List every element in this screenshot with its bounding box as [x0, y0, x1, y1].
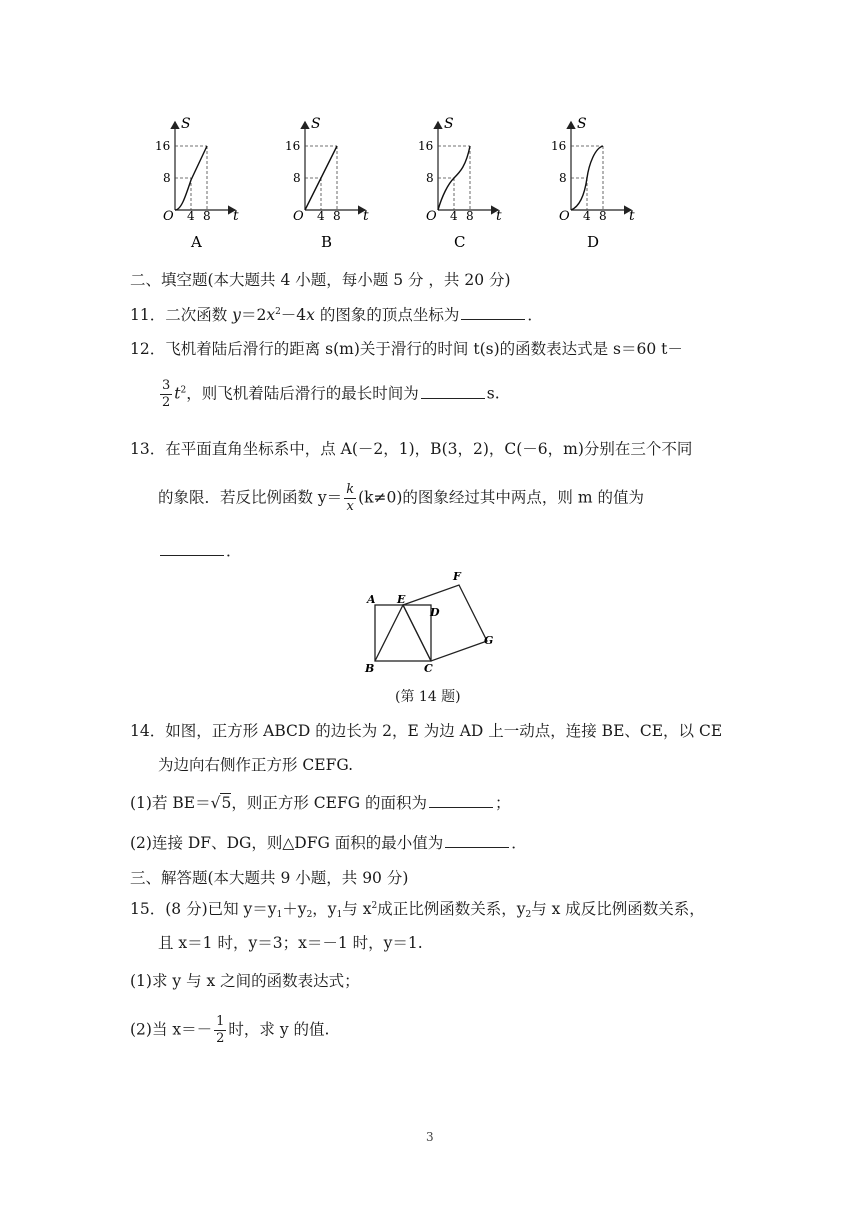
origin-label: O	[559, 209, 570, 224]
question-15-part-1: (1)求 y 与 x 之间的函数表达式；	[130, 972, 360, 990]
formula: y	[232, 306, 241, 324]
question-14-part-1: (1)若 BE＝√5，则正方形 CEFG 的面积为 ；	[130, 794, 511, 812]
question-text: ＋y	[282, 900, 307, 918]
question-text: 成正比例函数关系，y	[377, 900, 526, 918]
y-axis-label: S	[577, 116, 587, 132]
figure-label-B: B	[365, 662, 375, 675]
question-text: 的象限．若反比例函数 y＝	[158, 488, 343, 507]
y-tick-label: 16	[285, 139, 301, 153]
option-label: D	[587, 233, 600, 251]
x-tick-label: 8	[203, 209, 211, 223]
page-number: 3	[426, 1130, 434, 1144]
question-number: 12．	[130, 340, 166, 358]
y-tick-label: 8	[559, 171, 567, 185]
question-text: (k≠0)的图象经过其中两点，则 m 的值为	[358, 488, 644, 507]
option-label: A	[191, 233, 202, 251]
question-13-line-1	[130, 438, 692, 460]
question-text: ，则飞机着陆后滑行的最长时间为	[186, 384, 419, 403]
question-15-line-1: 15．(8 分)已知 $y=y_1+y_2$，$y_1$与 $x^2$成正比例函数关系，$y_2$与 x 成反比例函数关系，	[130, 900, 705, 920]
question-text: (1)若 BE＝	[130, 794, 211, 812]
x-tick-label: 8	[333, 209, 341, 223]
question-11: 11．二次函数 $y=2x^2-4x$ 的图象的顶点坐标为 ．	[130, 306, 543, 324]
fraction-denominator: 2	[162, 395, 171, 410]
question-text: 在平面直角坐标系中，点 A(－2，1)，B(3，2)，C(－6，m)分别在三个不同	[165, 440, 693, 458]
origin-label: O	[293, 209, 304, 224]
x-axis-label: t	[363, 208, 369, 224]
y-axis-label: S	[311, 116, 321, 132]
y-axis-label: S	[444, 116, 454, 132]
option-graph-A	[155, 116, 239, 251]
question-text: (2)连接 DF、DG，则△DFG 面积的最小值为	[130, 834, 444, 852]
question-text: 与 x	[342, 900, 372, 918]
origin-label: O	[426, 209, 437, 224]
figure-label-F: F	[453, 570, 461, 583]
y-axis-label: S	[181, 116, 191, 132]
question-text: 二次函数	[165, 306, 233, 324]
fraction	[344, 482, 356, 515]
y-tick-label: 16	[155, 139, 171, 153]
x-axis-label: t	[496, 208, 502, 224]
y-tick-label: 16	[551, 139, 567, 153]
answer-blank[interactable]	[429, 793, 493, 808]
question-text: 时，求 y 的值.	[228, 1020, 330, 1039]
variable: t	[174, 384, 181, 403]
section-3-heading: 三、解答题(本大题共 9 小题，共 90 分)	[130, 869, 409, 887]
x-tick-label: 4	[187, 209, 195, 223]
y-tick-label: 8	[426, 171, 434, 185]
y-tick-label: 8	[293, 171, 301, 185]
question-text: 的图象的顶点坐标为	[319, 306, 460, 324]
answer-blank[interactable]	[445, 833, 509, 848]
fraction	[160, 378, 172, 411]
figure-label-C: C	[424, 662, 433, 675]
option-graph-B	[285, 116, 369, 251]
y-tick-label: 16	[418, 139, 434, 153]
fraction-numerator: k	[346, 482, 355, 497]
punctuation: ；	[495, 794, 511, 812]
fraction-numerator: 3	[162, 378, 171, 393]
question-12-line-1	[130, 338, 683, 360]
option-graphs	[130, 110, 670, 255]
question-number: 11．	[130, 306, 166, 324]
x-tick-label: 4	[450, 209, 458, 223]
figure-14-caption: (第 14 题)	[395, 689, 461, 705]
question-15-line-2: 且 x＝1 时，y＝3；x＝－1 时，y＝1.	[158, 934, 423, 952]
x-tick-label: 8	[466, 209, 474, 223]
question-text: ，y	[312, 900, 337, 918]
question-text: 与 x 成反比例函数关系，	[531, 900, 705, 918]
figure-label-E: E	[397, 593, 406, 606]
answer-blank[interactable]	[461, 305, 525, 320]
option-graph-D	[551, 116, 635, 251]
question-number: 15．	[130, 900, 166, 918]
question-text: ，则正方形 CEFG 的面积为	[231, 794, 428, 812]
question-12-line-2: $\frac{3}{2}$ $t^2$，则飞机着陆后滑行的最长时间为 s.	[162, 378, 500, 410]
question-text: 飞机着陆后滑行的距离 s(m)关于滑行的时间 t(s)的函数表达式是 s＝60 t－	[165, 340, 683, 358]
figure-label-A: A	[367, 593, 376, 606]
figure-14	[360, 568, 500, 680]
question-number: 13．	[130, 440, 166, 458]
figure-label-D: D	[430, 606, 440, 619]
y-tick-label: 8	[163, 171, 171, 185]
x-tick-label: 4	[317, 209, 325, 223]
question-14-part-2	[130, 832, 527, 854]
question-15-part-2	[130, 1014, 329, 1047]
answer-blank[interactable]	[160, 541, 224, 556]
question-text: (8 分)已知 y＝y	[165, 900, 277, 918]
section-2-heading: 二、填空题(本大题共 4 小题，每小题 5 分 ，共 20 分)	[130, 271, 511, 289]
question-number: 14．	[130, 722, 166, 740]
question-14-line-1	[130, 720, 722, 742]
question-13-line-3	[158, 540, 242, 562]
answer-blank[interactable]	[421, 384, 485, 399]
fraction-numerator: 1	[216, 1014, 225, 1029]
origin-label: O	[163, 209, 174, 224]
x-axis-label: t	[233, 208, 239, 224]
fraction	[214, 1014, 226, 1047]
punctuation: ．	[226, 542, 242, 560]
question-13-line-2	[158, 482, 644, 515]
punctuation: ．	[527, 306, 543, 324]
x-tick-label: 8	[599, 209, 607, 223]
punctuation: ．	[511, 834, 527, 852]
option-graph-C	[418, 116, 502, 251]
option-label: C	[454, 233, 466, 251]
question-text: 如图，正方形 ABCD 的边长为 2，E 为边 AD 上一动点，连接 BE、CE，以 CE	[165, 722, 723, 740]
question-14-line-2: 为边向右侧作正方形 CEFG.	[158, 756, 354, 774]
fraction-denominator: x	[346, 499, 354, 514]
unit: s.	[486, 384, 500, 403]
option-label: B	[321, 233, 333, 251]
x-axis-label: t	[629, 208, 635, 224]
question-text: (2)当 x＝－	[130, 1020, 213, 1039]
sqrt-radicand: 5	[221, 794, 232, 812]
fraction-denominator: 2	[216, 1031, 225, 1046]
figure-label-G: G	[484, 634, 494, 647]
x-tick-label: 4	[583, 209, 591, 223]
